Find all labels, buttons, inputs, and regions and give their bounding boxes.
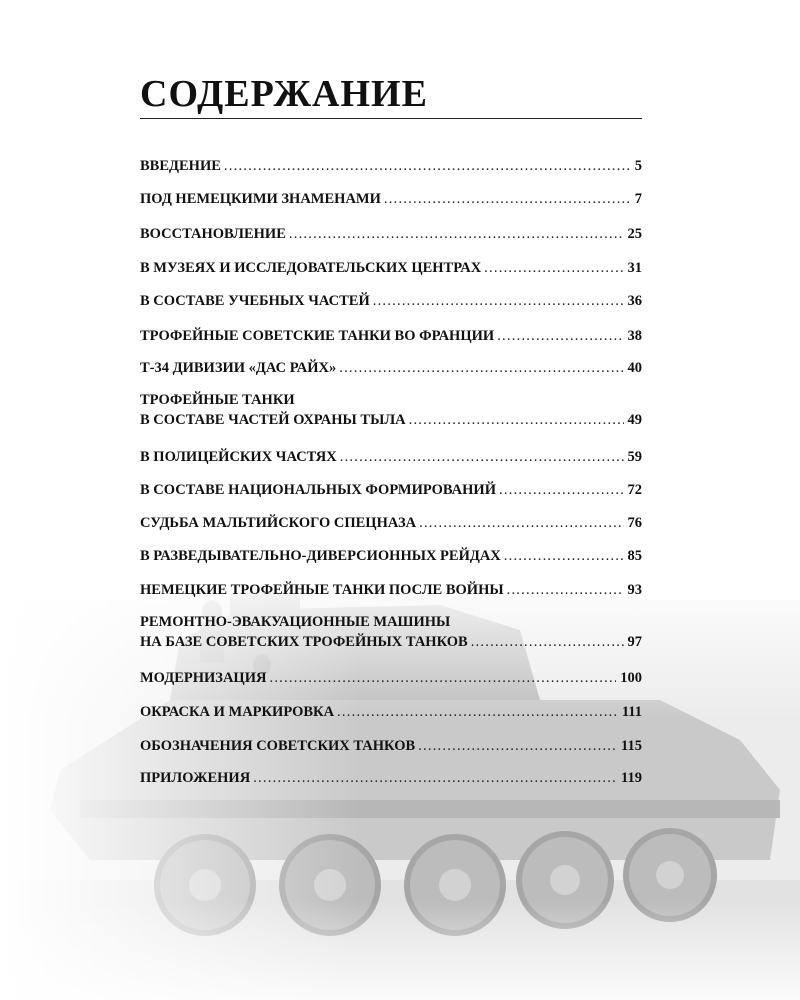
toc-entry — [140, 702, 642, 722]
toc-page-number: 36 — [627, 293, 642, 309]
toc-entry — [140, 736, 642, 756]
toc-entry — [140, 480, 642, 500]
toc-entry — [140, 612, 642, 652]
dot-leader — [471, 632, 624, 652]
toc-entry-title: В ПОЛИЦЕЙСКИХ ЧАСТЯХ — [140, 449, 337, 465]
toc-page-number: 7 — [634, 191, 642, 207]
toc-entry-title-line: РЕМОНТНО-ЭВАКУАЦИОННЫЕ МАШИНЫ — [140, 614, 451, 630]
toc-entry-title: Т-34 ДИВИЗИИ «ДАС РАЙХ» — [140, 360, 337, 376]
toc-page-number: 72 — [627, 482, 642, 498]
toc-page-number: 40 — [627, 360, 642, 376]
page-title: СОДЕРЖАНИЕ — [140, 73, 428, 115]
toc-entry — [140, 258, 642, 278]
dot-leader — [373, 291, 624, 311]
dot-leader — [384, 189, 631, 209]
toc-page-number: 5 — [634, 158, 642, 174]
dot-leader — [497, 326, 623, 346]
toc-page-number: 111 — [621, 704, 642, 720]
dot-leader — [269, 668, 616, 688]
toc-entry-title: В РАЗВЕДЫВАТЕЛЬНО-ДИВЕРСИОННЫХ РЕЙДАХ — [140, 548, 501, 564]
dot-leader — [419, 513, 623, 533]
toc-page-number: 31 — [627, 260, 642, 276]
toc-entry — [140, 768, 642, 788]
toc-entry-title: НЕМЕЦКИЕ ТРОФЕЙНЫЕ ТАНКИ ПОСЛЕ ВОЙНЫ — [140, 582, 504, 598]
toc-entry-title: ОБОЗНАЧЕНИЯ СОВЕТСКИХ ТАНКОВ — [140, 738, 416, 754]
dot-leader — [289, 224, 624, 244]
toc-entry-title: СУДЬБА МАЛЬТИЙСКОГО СПЕЦНАЗА — [140, 515, 417, 531]
dot-leader — [418, 736, 617, 756]
toc-entry-title: В СОСТАВЕ УЧЕБНЫХ ЧАСТЕЙ — [140, 293, 370, 309]
toc-entry — [140, 546, 642, 566]
toc-page-number: 115 — [621, 738, 642, 754]
toc-entry-title: ТРОФЕЙНЫЕ СОВЕТСКИЕ ТАНКИ ВО ФРАНЦИИ — [140, 328, 495, 344]
toc-entry — [140, 224, 642, 244]
toc-page-number: 38 — [627, 328, 642, 344]
toc-entry-title-line: ТРОФЕЙНЫЕ ТАНКИ — [140, 392, 295, 408]
dot-leader — [504, 546, 624, 566]
toc-entry — [140, 513, 642, 533]
toc-entry — [140, 326, 642, 346]
dot-leader — [507, 580, 624, 600]
dot-leader — [253, 768, 617, 788]
dot-leader — [409, 410, 624, 430]
toc-entry-title: ВВЕДЕНИЕ — [140, 158, 221, 174]
dot-leader — [339, 358, 623, 378]
toc-page-number: 49 — [627, 412, 642, 428]
toc-entry-title: В СОСТАВЕ ЧАСТЕЙ ОХРАНЫ ТЫЛА — [140, 412, 406, 428]
toc-entry-title: В СОСТАВЕ НАЦИОНАЛЬНЫХ ФОРМИРОВАНИЙ — [140, 482, 496, 498]
toc-entry-title: В МУЗЕЯХ И ИССЛЕДОВАТЕЛЬСКИХ ЦЕНТРАХ — [140, 260, 482, 276]
toc-page-number: 93 — [627, 582, 642, 598]
toc-entry — [140, 291, 642, 311]
dot-leader — [340, 447, 624, 467]
toc-entry — [140, 668, 642, 688]
toc-entry-title: ОКРАСКА И МАРКИРОВКА — [140, 704, 335, 720]
toc-entry-title: МОДЕРНИЗАЦИЯ — [140, 670, 267, 686]
toc-entry-title: ПРИЛОЖЕНИЯ — [140, 770, 251, 786]
toc-entry — [140, 580, 642, 600]
toc-page-number: 25 — [627, 226, 642, 242]
dot-leader — [337, 702, 618, 722]
dot-leader — [499, 480, 624, 500]
toc-page-number: 97 — [627, 634, 642, 650]
toc-entry — [140, 447, 642, 467]
dot-leader — [224, 156, 631, 176]
toc-entry-title: НА БАЗЕ СОВЕТСКИХ ТРОФЕЙНЫХ ТАНКОВ — [140, 634, 468, 650]
toc-page-number: 85 — [627, 548, 642, 564]
dot-leader — [484, 258, 623, 278]
toc-entry-title: ВОССТАНОВЛЕНИЕ — [140, 226, 286, 242]
title-underline — [140, 118, 642, 119]
toc-entry — [140, 189, 642, 209]
toc-entry-title: ПОД НЕМЕЦКИМИ ЗНАМЕНАМИ — [140, 191, 381, 207]
toc-entry — [140, 156, 642, 176]
toc-page-number: 100 — [620, 670, 642, 686]
toc-entry — [140, 358, 642, 378]
toc-page-number: 59 — [627, 449, 642, 465]
toc-entry — [140, 390, 642, 430]
toc-page-number: 76 — [627, 515, 642, 531]
toc-page-number: 119 — [621, 770, 642, 786]
